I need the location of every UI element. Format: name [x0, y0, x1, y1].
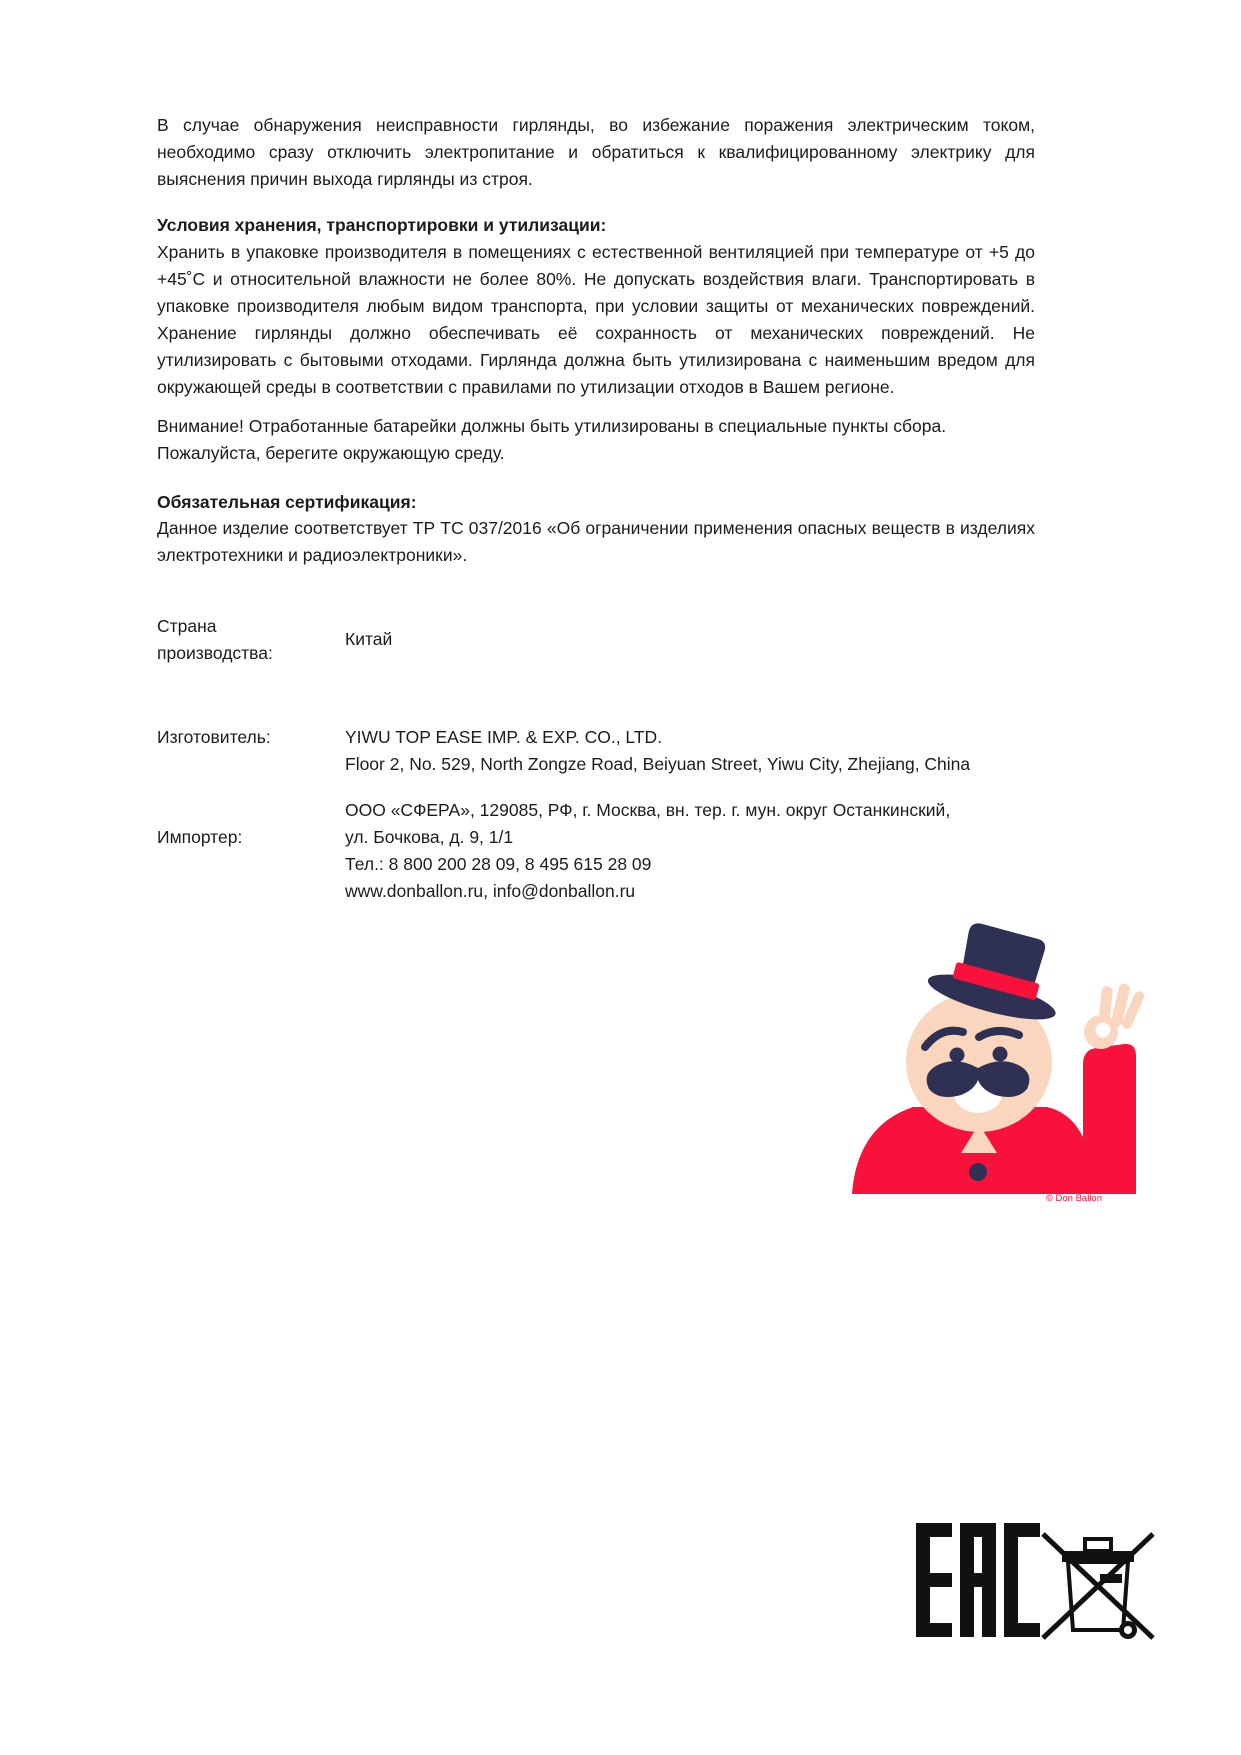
weee-crossed-bin-icon	[1040, 1524, 1160, 1644]
importer-name: ООО «СФЕРА», 129085, РФ, г. Москва, вн. тер. г. мун. округ Останкинский,	[345, 800, 951, 820]
country-value-line: Китай	[345, 629, 393, 649]
manufacturer-address: Floor 2, No. 529, North Zongze Road, Beiyuan Street, Yiwu City, Zhejiang, China	[345, 754, 971, 774]
storage-paragraph: Хранить в упаковке производителя в помещениях с естественной вентиляцией при температуре от +5 до +45˚С и относительной влажности не более 80%. Не допускать воздействия влаги. Транспортировать в упаковке производителя любым видом транспорта, при условии защиты от механических повреждений. Хранение гирлянды должно обеспечивать её сохранность от механических повреждений. Не утилизировать с бытовыми отходами. Гирлянда должна быть утилизирована с наименьшим вредом для окружающей среды в соответствии с правилами по утилизации отходов в Вашем регионе.	[157, 242, 1035, 397]
storage-heading: Условия хранения, транспортировки и утилизации:	[157, 215, 607, 235]
manufacturer-value	[345, 724, 1035, 778]
importer-phones: Тел.: 8 800 200 28 09, 8 495 615 28 09	[345, 854, 652, 874]
importer-street: ул. Бочкова, д. 9, 1/1	[345, 827, 514, 847]
left-eye	[950, 1048, 965, 1063]
manufacturer-label: Изготовитель:	[157, 727, 271, 747]
country-label: Страна производства:	[157, 616, 273, 663]
intro-paragraph: В случае обнаружения неисправности гирлянды, во избежание поражения электрическим током, необходимо сразу отключить электропитание и обратиться к квалифицированному электрику для выяснения причин выхода гирлянды из строя.	[157, 115, 1035, 189]
mascot-illustration	[845, 918, 1145, 1210]
manufacturer-name: YIWU TOP EASE IMP. & EXP. CO., LTD.	[345, 727, 663, 747]
importer-web-email: www.donballon.ru, info@donballon.ru	[345, 881, 636, 901]
attention-paragraph: Внимание! Отработанные батарейки должны быть утилизированы в специальные пункты сбора. Пожалуйста, берегите окружающую среду.	[157, 416, 947, 463]
right-eye	[993, 1047, 1008, 1062]
certification-paragraph: Данное изделие соответствует ТР ТС 037/2016 «Об ограничении применения опасных веществ в изделиях электротехники и радиоэлектроники».	[157, 518, 1035, 565]
mascot-credit: © Don Ballon	[1045, 1193, 1102, 1204]
certification-heading: Обязательная сертификация:	[157, 492, 417, 512]
ok-hand-icon	[1084, 982, 1145, 1049]
importer-label: Импортер:	[157, 827, 243, 847]
shirt-button	[969, 1163, 987, 1181]
eac-certification-mark	[916, 1520, 1040, 1640]
country-value	[345, 626, 1035, 653]
importer-value	[345, 797, 1035, 905]
